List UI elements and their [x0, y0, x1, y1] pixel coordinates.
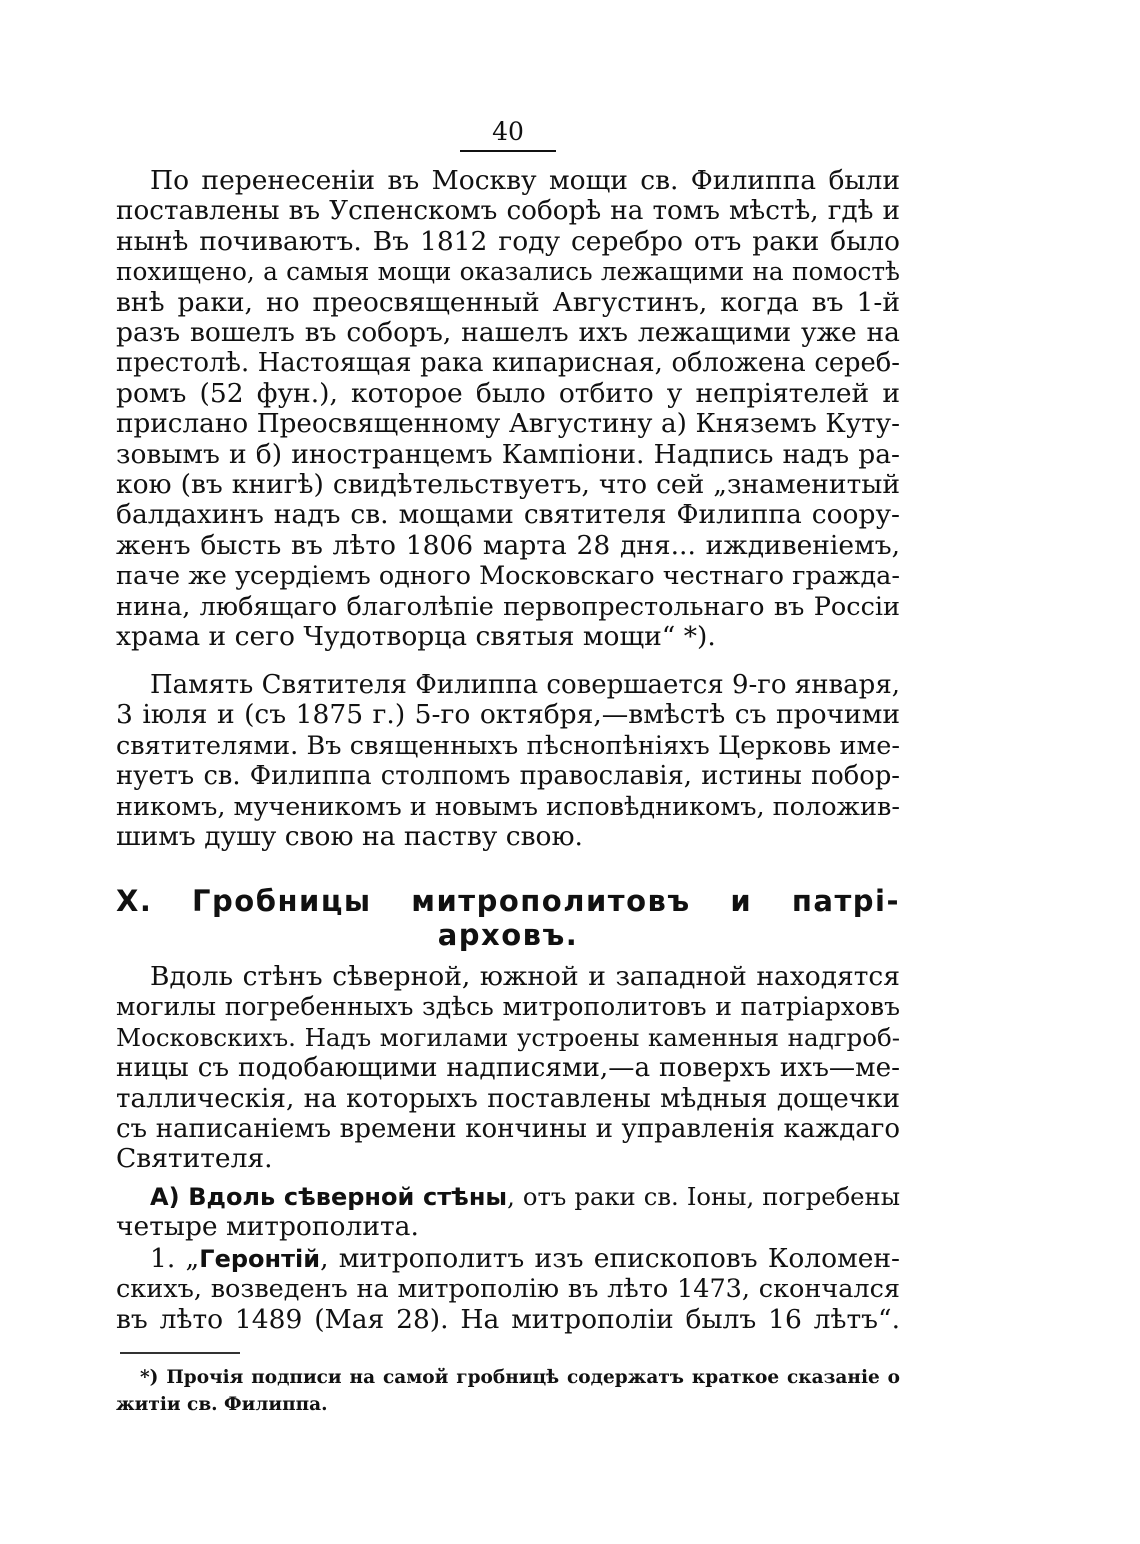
text-line: разъ вошелъ въ соборъ, нашелъ ихъ лежащими уже на — [116, 317, 900, 349]
text-line — [116, 1244, 900, 1274]
section-heading-line-1: Х. Гробницы митрополитовъ и патрі- — [116, 884, 900, 918]
text-line: кою (въ книгѣ) свидѣтельствуетъ, что сей „знаменитый — [116, 469, 900, 501]
text-line: четыре митрополита. — [116, 1211, 419, 1243]
text-line: Вдоль стѣнъ сѣверной, южной и западной находятся — [150, 961, 900, 992]
text-line: похищено, а самыя мощи оказались лежащими на помостѣ — [116, 257, 900, 287]
text-line: нуетъ св. Филиппа столпомъ православія, истины побор- — [116, 761, 900, 792]
text-line: женъ бысть въ лѣто 1806 марта 28 дня... иждивеніемъ, — [116, 529, 900, 561]
text-line: Память Святителя Филиппа совершается 9-го января, — [150, 670, 900, 700]
north-wall-bold: А) Вдоль сѣверной стѣны — [150, 1183, 508, 1211]
paragraph-north-wall — [116, 1182, 900, 1243]
paragraph-philip-relics — [116, 166, 900, 653]
footnote — [116, 1364, 900, 1418]
text-line: съ написаніемъ времени кончины и управленія каждаго — [116, 1114, 900, 1145]
text-line: никомъ, мученикомъ и новымъ исповѣдникомъ, положив- — [116, 791, 900, 822]
text-line: зовымъ и б) иностранцемъ Кампіони. Надпись надъ ра- — [116, 438, 900, 470]
footnote-line: *) Прочія подписи на самой гробницѣ содержатъ краткое сказаніе о — [140, 1367, 900, 1388]
text-line: паче же усердіемъ одного Московскаго честнаго гражда- — [116, 561, 900, 592]
text-line: Святителя. — [116, 1143, 273, 1175]
text-line: 3 іюля и (съ 1875 г.) 5-го октября,—вмѣстѣ съ прочими — [116, 699, 900, 731]
text-line: нынѣ почиваютъ. Въ 1812 году серебро отъ раки было — [116, 225, 900, 257]
text-line: таллическія, на которыхъ поставлены мѣдныя дощечки — [116, 1083, 900, 1114]
text-line: ромъ (52 фун.), которое было отбито у непріятелей и — [116, 377, 900, 409]
text-line — [116, 1182, 900, 1212]
page-number-rule — [460, 150, 556, 152]
text-line: въ лѣто 1489 (Мая 28). На митрополіи былъ 16 лѣтъ“. — [116, 1303, 900, 1335]
text-line: прислано Преосвященному Августину а) Княземъ Куту- — [116, 409, 900, 440]
text-line: храма и сего Чудотворца святыя мощи“ *). — [116, 621, 716, 653]
paragraph-gerontius — [116, 1244, 900, 1335]
paragraph-memory-of-philip — [116, 670, 900, 852]
paragraph-tombs-along-walls — [116, 962, 900, 1175]
text-line: внѣ раки, но преосвященный Августинъ, когда въ 1-й — [116, 286, 900, 318]
gerontius-name: Геронтій — [199, 1245, 321, 1273]
text-line: престолѣ. Настоящая рака кипарисная, обложена сереб- — [116, 348, 900, 379]
text-line: По перенесеніи въ Москву мощи св. Филиппа были — [150, 165, 900, 196]
text-line: балдахинъ надъ св. мощами святителя Филиппа соору- — [116, 499, 900, 531]
section-heading — [116, 884, 900, 952]
text-line: поставлены въ Успенскомъ соборѣ на томъ мѣстѣ, гдѣ и — [116, 196, 900, 227]
north-wall-rest: , отъ раки св. Іоны, погребены — [507, 1182, 900, 1211]
gerontius-prefix: 1. „ — [150, 1243, 200, 1274]
text-line: ницы съ подобающими надписями,—а поверхъ ихъ—ме- — [116, 1053, 900, 1084]
gerontius-rest: , митрополитъ изъ епископовъ Коломен- — [320, 1243, 900, 1274]
text-line: шимъ душу свою на паству свою. — [116, 821, 583, 853]
text-line: нина, любящаго благолѣпіе первопрестольнаго въ Россіи — [116, 591, 900, 622]
section-heading-line-2: арховъ. — [437, 918, 579, 952]
text-line: святителями. Въ священныхъ пѣснопѣніяхъ Церковь име- — [116, 730, 900, 761]
page-number: 40 — [492, 117, 524, 146]
text-line: Московскихъ. Надъ могилами устроены каменныя надгроб- — [116, 1022, 900, 1052]
text-line: скихъ, возведенъ на митрополію въ лѣто 1473, скончался — [116, 1274, 900, 1305]
footnote-line: житіи св. Филиппа. — [116, 1394, 328, 1415]
text-line: могилы погребенныхъ здѣсь митрополитовъ и патріарховъ — [116, 992, 900, 1022]
footnote-rule — [120, 1352, 240, 1354]
